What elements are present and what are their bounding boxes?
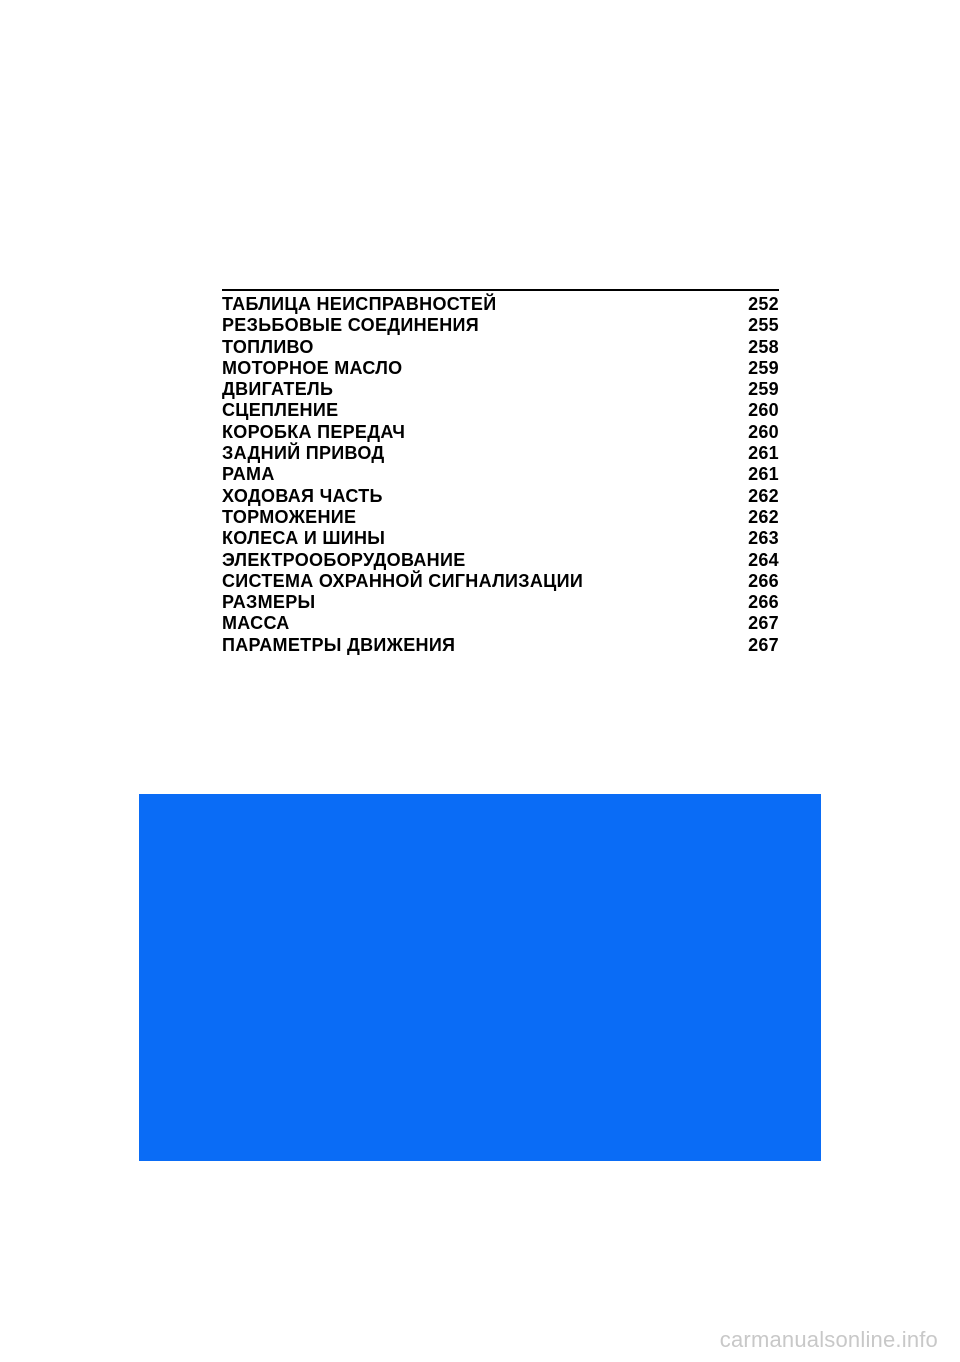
toc-row[interactable] [222, 592, 779, 613]
toc-item-page: 259 [748, 357, 779, 378]
toc-item-title: ТОРМОЖЕНИЕ [222, 506, 357, 527]
toc-row[interactable] [222, 358, 779, 379]
toc-item-title: ДВИГАТЕЛЬ [222, 379, 334, 400]
toc-item-page: 260 [748, 421, 779, 442]
toc-item-title: КОЛЕСА И ШИНЫ [222, 528, 386, 549]
toc-row[interactable] [222, 507, 779, 528]
blue-chapter-block [139, 794, 821, 1161]
toc-item-page: 267 [748, 613, 779, 634]
toc-item-title: ПАРАМЕТРЫ ДВИЖЕНИЯ [222, 634, 456, 655]
toc-item-page: 258 [748, 336, 779, 357]
toc-item-page: 259 [748, 379, 779, 400]
toc-row[interactable] [222, 550, 779, 571]
toc-item-page: 266 [748, 592, 779, 613]
toc-item-title: ХОДОВАЯ ЧАСТЬ [222, 485, 383, 506]
toc-item-page: 263 [748, 528, 779, 549]
toc-item-title: СЦЕПЛЕНИЕ [222, 400, 339, 421]
toc-row[interactable] [222, 571, 779, 592]
toc-item-title: КОРОБКА ПЕРЕДАЧ [222, 421, 406, 442]
toc-row[interactable] [222, 443, 779, 464]
toc-row[interactable] [222, 528, 779, 549]
toc-row[interactable] [222, 464, 779, 485]
toc-item-page: 252 [748, 294, 779, 314]
toc-row[interactable] [222, 379, 779, 400]
toc-item-page: 255 [748, 315, 779, 336]
toc-item-page: 261 [748, 443, 779, 464]
toc-row[interactable] [222, 422, 779, 443]
toc-item-title: ЭЛЕКТРООБОРУДОВАНИЕ [222, 549, 466, 570]
toc-row[interactable] [222, 400, 779, 421]
toc-item-title: СИСТЕМА ОХРАННОЙ СИГНАЛИЗАЦИИ [222, 570, 584, 591]
toc-item-title: РАЗМЕРЫ [222, 592, 316, 613]
toc-item-page: 266 [748, 570, 779, 591]
toc-item-title: ТОПЛИВО [222, 336, 314, 357]
toc-row[interactable] [222, 315, 779, 336]
toc-item-page: 261 [748, 464, 779, 485]
toc-row[interactable] [222, 337, 779, 358]
toc-row[interactable] [222, 635, 779, 656]
toc-item-title: РАМА [222, 464, 275, 485]
toc-item-title: МОТОРНОЕ МАСЛО [222, 357, 403, 378]
toc-row[interactable] [222, 486, 779, 507]
toc-item-page: 262 [748, 485, 779, 506]
toc-item-title: ЗАДНИЙ ПРИВОД [222, 443, 385, 464]
toc-item-title: РЕЗЬБОВЫЕ СОЕДИНЕНИЯ [222, 315, 479, 336]
toc-item-page: 260 [748, 400, 779, 421]
toc-item-page: 264 [748, 549, 779, 570]
table-of-contents [222, 289, 779, 656]
toc-item-page: 262 [748, 506, 779, 527]
toc-row[interactable] [222, 294, 779, 315]
toc-item-title: МАССА [222, 613, 290, 634]
toc-row[interactable] [222, 613, 779, 634]
watermark-text: carmanualsonline.info [719, 1327, 938, 1352]
toc-top-rule [222, 289, 779, 291]
toc-item-page: 267 [748, 634, 779, 655]
toc-item-title: ТАБЛИЦА НЕИСПРАВНОСТЕЙ [222, 294, 497, 314]
